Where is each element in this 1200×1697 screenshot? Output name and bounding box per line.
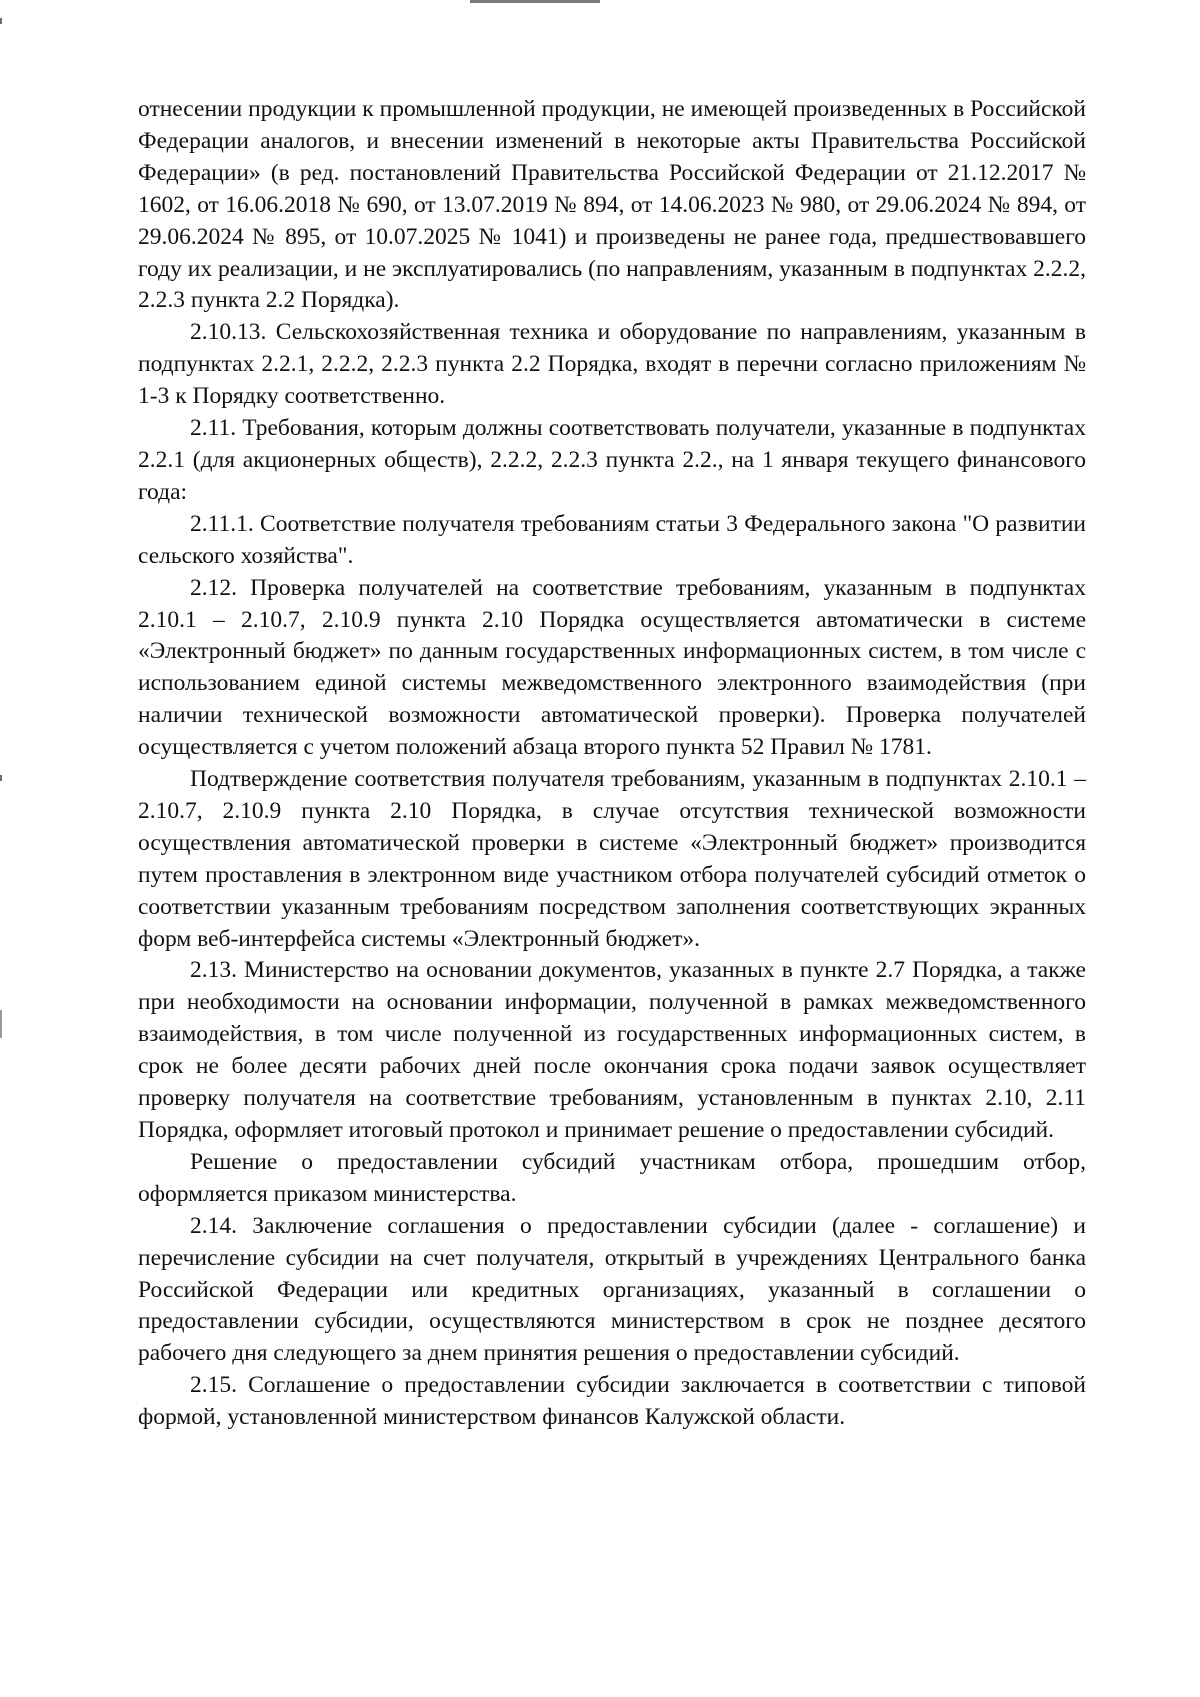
- paragraph-2-14: 2.14. Заключение соглашения о предоставлении субсидии (далее - соглашение) и перечисление субсидии на счет получателя, открытый в учреждениях Центрального банка Российской Федерации или кредитных организациях, указанный в соглашении о предоставлении субсидии, осуществляются министерством в срок не позднее десятого рабочего дня следующего за днем принятия решения о предоставлении субсидий.: [138, 1212, 1086, 1367]
- scan-top-mark: [470, 0, 600, 3]
- scan-edge-mark: [0, 1010, 2, 1038]
- paragraph-2-15: 2.15. Соглашение о предоставлении субсидии заключается в соответствии с типовой формой, установленной министерством финансов Калужской области.: [138, 1372, 1086, 1431]
- paragraph-continuation: отнесении продукции к промышленной продукции, не имеющей произведенных в Российской Федерации аналогов, и внесении изменений в некоторые акты Правительства Российской Федерации» (в ред. постановлений Правительства Российской Федерации от 21.12.2017 № 1602, от 16.06.2018 № 690, от 13.07.2019 № 894, от 14.06.2023 № 980, от 29.06.2024 № 894, от 29.06.2024 № 895, от 10.07.2025 № 1041) и произведены не ранее года, предшествовавшего году их реализации, и не эксплуатировались (по направлениям, указанным в подпунктах 2.2.2, 2.2.3 пункта 2.2 Порядка).: [138, 96, 1086, 314]
- paragraph-2-13: 2.13. Министерство на основании документов, указанных в пункте 2.7 Порядка, а также при необходимости на основании информации, полученной в рамках межведомственного взаимодействия, в том числе полученной из государственных информационных систем, в срок не более десяти рабочих дней после окончания срока подачи заявок осуществляет проверку получателя на соответствие требованиям, установленным в пунктах 2.10, 2.11 Порядка, оформляет итоговый протокол и принимает решение о предоставлении субсидий.: [138, 957, 1086, 1143]
- paragraph-2-10-13: 2.10.13. Сельскохозяйственная техника и оборудование по направлениям, указанным в подпунктах 2.2.1, 2.2.2, 2.2.3 пункта 2.2 Порядка, входят в перечни согласно приложениям № 1-3 к Порядку соответственно.: [138, 319, 1086, 410]
- paragraph-2-13-decision: Решение о предоставлении субсидий участникам отбора, прошедшим отбор, оформляется приказом министерства.: [138, 1148, 1086, 1207]
- paragraph-2-12-confirmation: Подтверждение соответствия получателя требованиям, указанным в подпунктах 2.10.1 – 2.10.7, 2.10.9 пункта 2.10 Порядка, в случае отсутствия технической возможности осуществления автоматической проверки в системе «Электронный бюджет» производится путем проставления в электронном виде участником отбора получателей субсидий отметок о соответствии указанным требованиям посредством заполнения соответствующих экранных форм веб-интерфейса системы «Электронный бюджет».: [138, 766, 1086, 952]
- paragraph-2-11-1: 2.11.1. Соответствие получателя требованиям статьи 3 Федерального закона "О развитии сельского хозяйства".: [138, 510, 1086, 569]
- scan-edge-mark: [0, 18, 2, 24]
- document-body: [138, 94, 1086, 1434]
- scan-edge-mark: [0, 775, 2, 781]
- paragraph-2-12: 2.12. Проверка получателей на соответствие требованиям, указанным в подпунктах 2.10.1 – 2.10.7, 2.10.9 пункта 2.10 Порядка осуществляется автоматически в системе «Электронный бюджет» по данным государственных информационных систем, в том числе с использованием единой системы межведомственного электронного взаимодействия (при наличии технической возможности автоматической проверки). Проверка получателей осуществляется с учетом положений абзаца второго пункта 52 Правил № 1781.: [138, 574, 1086, 761]
- paragraph-2-11: 2.11. Требования, которым должны соответствовать получатели, указанные в подпунктах 2.2.1 (для акционерных обществ), 2.2.2, 2.2.3 пункта 2.2., на 1 января текущего финансового года:: [138, 415, 1086, 505]
